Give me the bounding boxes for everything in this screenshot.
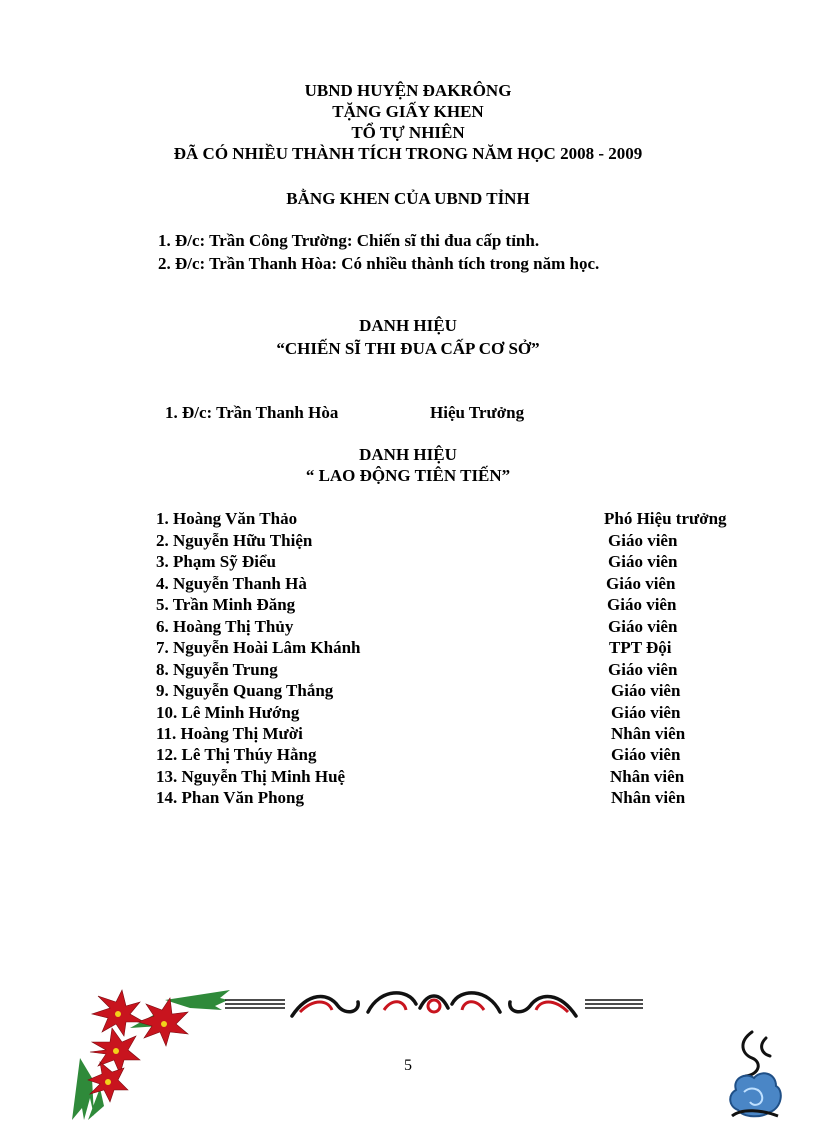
header-line-1: UBND HUYỆN ĐAKRÔNG (304, 81, 512, 100)
list-item-name: 4. Nguyễn Thanh Hà (156, 574, 307, 593)
list-item (0, 595, 816, 616)
list-item-name: 2. Nguyễn Hữu Thiện (156, 531, 313, 550)
list-item-role: Giáo viên (611, 745, 681, 764)
tribal-ornament-icon (288, 982, 580, 1024)
list-item (0, 638, 816, 659)
list-item (0, 724, 816, 745)
list-item-name: 6. Hoàng Thị Thủy (156, 617, 294, 636)
list-item-role: Giáo viên (606, 574, 676, 593)
list-item-role: Giáo viên (608, 617, 678, 636)
list-item (0, 681, 816, 702)
section1-title: BẰNG KHEN CỦA UBND TỈNH (286, 189, 530, 208)
list-item (0, 788, 816, 809)
list-item-role: Giáo viên (608, 531, 678, 550)
section2-item-name: 1. Đ/c: Trần Thanh Hòa (165, 403, 339, 422)
list-item-name: 3. Phạm Sỹ Điểu (156, 552, 276, 571)
section3-title: DANH HIỆU (359, 445, 457, 464)
list-item-role: Nhân viên (610, 767, 685, 786)
list-item (0, 703, 816, 724)
section2-subtitle: “CHIẾN SĨ THI ĐUA CẤP CƠ SỞ” (276, 339, 540, 358)
section1-item-1: 1. Đ/c: Trần Công Trường: Chiến sĩ thi đua cấp tỉnh. (158, 231, 540, 250)
list-item (0, 531, 816, 552)
list-item (0, 574, 816, 595)
list-item (0, 509, 816, 530)
section1-item-2: 2. Đ/c: Trần Thanh Hòa: Có nhiều thành tích trong năm học. (158, 254, 600, 273)
header-line-4: ĐÃ CÓ NHIỀU THÀNH TÍCH TRONG NĂM HỌC 2008 - 2009 (173, 144, 643, 163)
list-item-name: 10. Lê Minh Hướng (156, 703, 300, 722)
list-item (0, 617, 816, 638)
list-item-role: Giáo viên (611, 681, 681, 700)
poinsettia-icon (70, 988, 230, 1120)
header-line-2: TẶNG GIẤY KHEN (332, 102, 484, 121)
list-item (0, 745, 816, 766)
list-item-role: Giáo viên (608, 552, 678, 571)
list-item-role: Phó Hiệu trưởng (604, 509, 727, 528)
list-item (0, 552, 816, 573)
list-item (0, 767, 816, 788)
list-item-name: 12. Lê Thị Thúy Hằng (156, 745, 317, 764)
list-item-name: 7. Nguyễn Hoài Lâm Khánh (156, 638, 361, 657)
section2-title: DANH HIỆU (359, 316, 457, 335)
page-number: 5 (404, 1057, 412, 1074)
list-item-name: 14. Phan Văn Phong (156, 788, 305, 807)
list-item-role: Nhân viên (611, 724, 686, 743)
list-item (0, 660, 816, 681)
list-item-name: 9. Nguyễn Quang Thắng (156, 681, 334, 700)
section3-subtitle: “ LAO ĐỘNG TIÊN TIẾN” (305, 466, 511, 485)
list-item-role: Giáo viên (608, 660, 678, 679)
list-item-name: 13. Nguyễn Thị Minh Huệ (156, 767, 346, 786)
list-item-name: 1. Hoàng Văn Thảo (156, 509, 298, 528)
section2-item-role: Hiệu Trưởng (430, 403, 525, 422)
list-item-name: 8. Nguyễn Trung (156, 660, 278, 679)
header-line-3: TỔ TỰ NHIÊN (351, 123, 465, 142)
list-item-role: TPT Đội (609, 638, 672, 657)
list-item-role: Giáo viên (611, 703, 681, 722)
list-item-name: 5. Trần Minh Đăng (156, 595, 296, 614)
list-item-role: Nhân viên (611, 788, 686, 807)
list-item-role: Giáo viên (607, 595, 677, 614)
list-item-name: 11. Hoàng Thị Mười (156, 724, 303, 743)
